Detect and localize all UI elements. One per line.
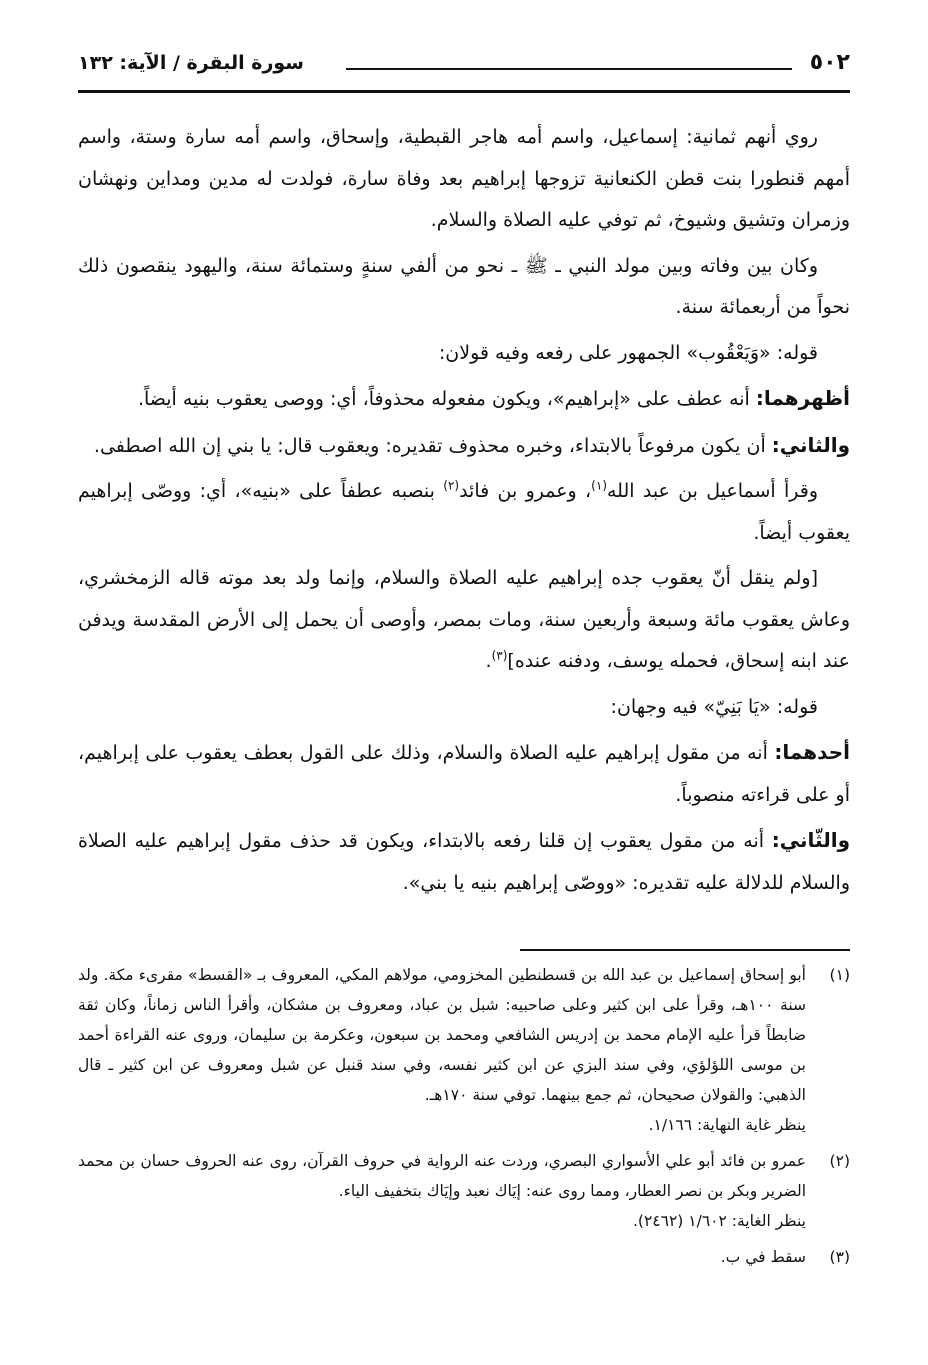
paragraph-6 — [78, 471, 850, 554]
footnote-marker-2[interactable]: (٢) — [443, 478, 460, 493]
paragraph-6-b: ، وعمرو بن فائد — [459, 480, 592, 502]
footnote-marker-3[interactable]: (٣) — [491, 648, 508, 663]
footnote-1-reference: ينظر غاية النهاية: ١/١٦٦. — [648, 1116, 806, 1134]
main-text — [78, 117, 850, 908]
footnote-3-text: سقط في ب. — [720, 1248, 806, 1266]
page-number: ٥٠٢ — [809, 50, 850, 75]
footnote-2-text: عمرو بن فائد أبو علي الأسواري البصري، وردت عنه الرواية في حروف القرآن، روى عنه الحروف حسان بن محمد الضرير وبكر بن نصر العطار، ومما روى عنه: إيَاك نعبد وإيَاك بتخفيف الياء. — [78, 1152, 806, 1200]
footnote-2-number: (٢) — [829, 1152, 850, 1170]
paragraph-5-lead: والثاني: — [771, 432, 850, 457]
footnote-separator — [520, 949, 850, 951]
paragraph-7-b: . — [485, 650, 492, 672]
paragraph-10 — [78, 820, 850, 904]
paragraph-9-lead: أحدهما: — [774, 740, 850, 764]
footnotes — [78, 960, 850, 1278]
paragraph-2: وكان بين وفاته وبين مولد النبي ـ ﷺ ـ نحو من ألفي سنةٍ وستمائة سنة، واليهود ينقصون ذلك نحواً من أربعمائة سنة. — [78, 254, 850, 318]
footnote-3-number: (٣) — [829, 1248, 850, 1266]
paragraph-6-c: بنصبه عطفاً على «بنيه»، أي: ووصّى إبراهيم يعقوب أيضاً. — [78, 480, 850, 544]
paragraph-9-text: أنه من مقول إبراهيم عليه الصلاة والسلام، وذلك على القول بعطف يعقوب على إبراهيم، أو على قراءته منصوباً. — [78, 742, 850, 806]
header-dash-line — [346, 68, 792, 70]
header-title: سورة البقرة / الآية: ١٣٢ — [78, 52, 304, 74]
paragraph-10-lead: والثّاني: — [771, 828, 850, 852]
footnote-1-number: (١) — [829, 966, 850, 984]
footnote-1 — [78, 960, 850, 1140]
paragraph-7-a: [ولم ينقل أنّ يعقوب جده إبراهيم عليه الصلاة والسلام، وإنما ولد بعد موته قاله الزمخشري، وعاش يعقوب مائة وسبعة وأربعين سنة، ومات بمصر، وأوصى أن يحمل إلى الأرض المقدسة ويدفن عند ابنه إسحاق، فحمله يوسف، ودفنه عنده] — [78, 567, 850, 672]
header-rule — [78, 90, 850, 93]
paragraph-8: قوله: «يَا بَنِيّ» فيه وجهان: — [610, 695, 818, 718]
paragraph-4-lead: أظهرهما: — [755, 386, 850, 410]
paragraph-4 — [78, 378, 850, 421]
paragraph-6-a: وقرأ أسماعيل بن عبد الله — [607, 480, 819, 502]
footnote-marker-1[interactable]: (١) — [591, 478, 607, 493]
paragraph-9 — [78, 732, 850, 816]
paragraph-7 — [78, 558, 850, 683]
paragraph-3: قوله: «وَيَعْقُوب» الجمهور على رفعه وفيه قولان: — [438, 341, 818, 364]
footnote-1-text: أبو إسحاق إسماعيل بن عبد الله بن قسطنطين المخزومي، مولاهم المكي، المعروف بـ «القسط» مقرىء مكة. ولد سنة ١٠٠هـ، وقرأ على ابن كثير وعلى صاحبيه: شبل بن عباد، ومعروف بن مشكان، وأقرأ الناس زماناً، وكان ثقة ضابطاً قرأ عليه الإمام محمد بن إدريس الشافعي ومحمد بن سبعون، وعكرمة بن سليمان، وروى عنه القراءة أحمد بن موسى اللؤلؤي، وفي سند البزي عن ابن كثير نفسه، وفي سند قنبل عن شبل ومعروف عن ابن كثير ـ قال الذهبي: والقولان صحيحان، ثم جمع بينهما. توفي سنة ١٧٠هـ. — [78, 966, 806, 1104]
footnote-2-reference: ينظر الغاية: ١/٦٠٢ (٢٤٦٢). — [632, 1212, 806, 1230]
paragraph-5-text: أن يكون مرفوعاً بالابتداء، وخبره محذوف تقديره: ويعقوب قال: يا بني إن الله اصطفى. — [93, 434, 772, 457]
paragraph-10-text: أنه من مقول يعقوب إن قلنا رفعه بالابتداء، ويكون قد حذف مقول إبراهيم عليه الصلاة والسلام للدلالة عليه تقديره: «ووصّى إبراهيم بنيه يا بني». — [78, 830, 850, 894]
footnote-3 — [78, 1242, 850, 1272]
footnote-2 — [78, 1146, 850, 1236]
paragraph-5 — [78, 425, 850, 468]
paragraph-4-text: أنه عطف على «إبراهيم»، ويكون مفعوله محذوفاً، أي: ووصى يعقوب بنيه أيضاً. — [137, 388, 756, 410]
paragraph-1: روي أنهم ثمانية: إسماعيل، واسم أمه هاجر القبطية، وإسحاق، واسم أمه سارة وستة، واسم أمهم قنطورا بنت قطن الكنعانية تزوجها إبراهيم بعد وفاة سارة، فولدت له مدين ومداين ونهشان وزمران وتشيق وشيوخ، ثم توفي عليه الصلاة والسلام. — [78, 126, 850, 231]
running-header — [78, 48, 850, 86]
